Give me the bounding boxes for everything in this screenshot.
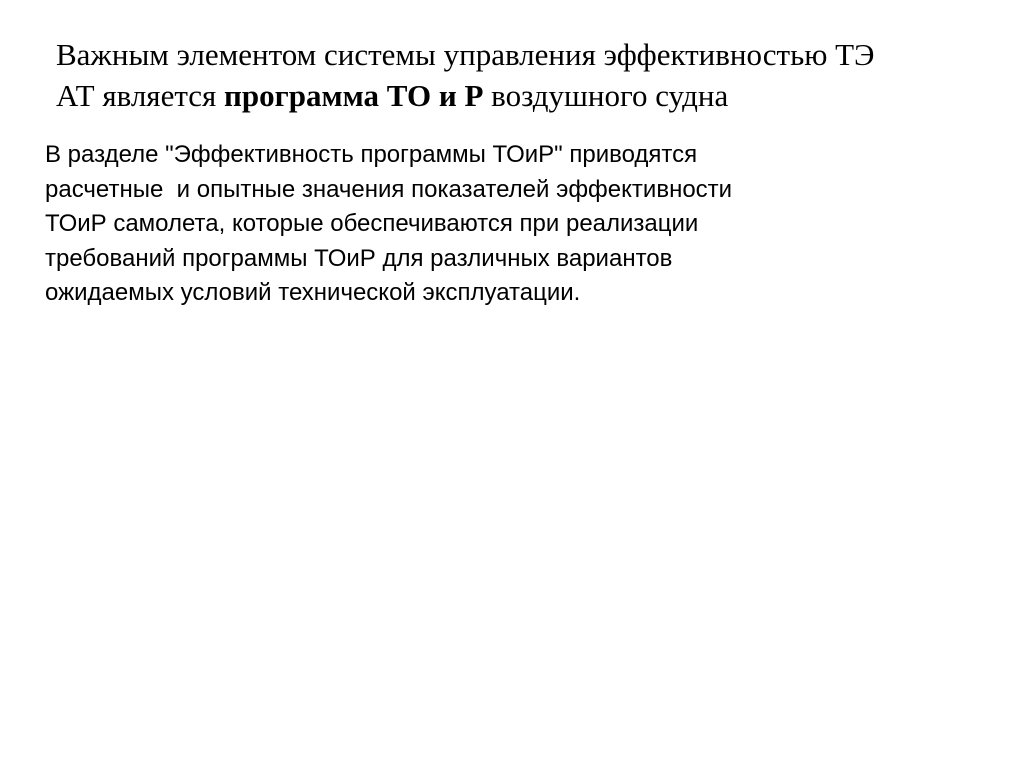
body-line-3: ТОиР самолета, которые обеспечиваются при реализации	[45, 210, 699, 237]
body-line-1: В разделе "Эффективность программы ТОиР" приводятся	[45, 141, 698, 168]
title-line-2	[56, 75, 996, 116]
body-line-5: ожидаемых условий технической эксплуатации.	[45, 279, 581, 306]
slide-body-text	[45, 138, 985, 311]
title-emphasis: программа ТО и Р	[224, 78, 484, 113]
title-line-1: Важным элементом системы управления эффективностью ТЭ	[56, 37, 875, 72]
body-line-4: требований программы ТОиР для различных вариантов	[45, 244, 673, 272]
slide-title	[56, 34, 996, 116]
title-line-2-suffix: воздушного судна	[483, 78, 729, 113]
title-line-2-prefix: АТ является	[56, 78, 225, 113]
body-line-2: расчетные и опытные значения показателей эффективности	[45, 175, 733, 203]
